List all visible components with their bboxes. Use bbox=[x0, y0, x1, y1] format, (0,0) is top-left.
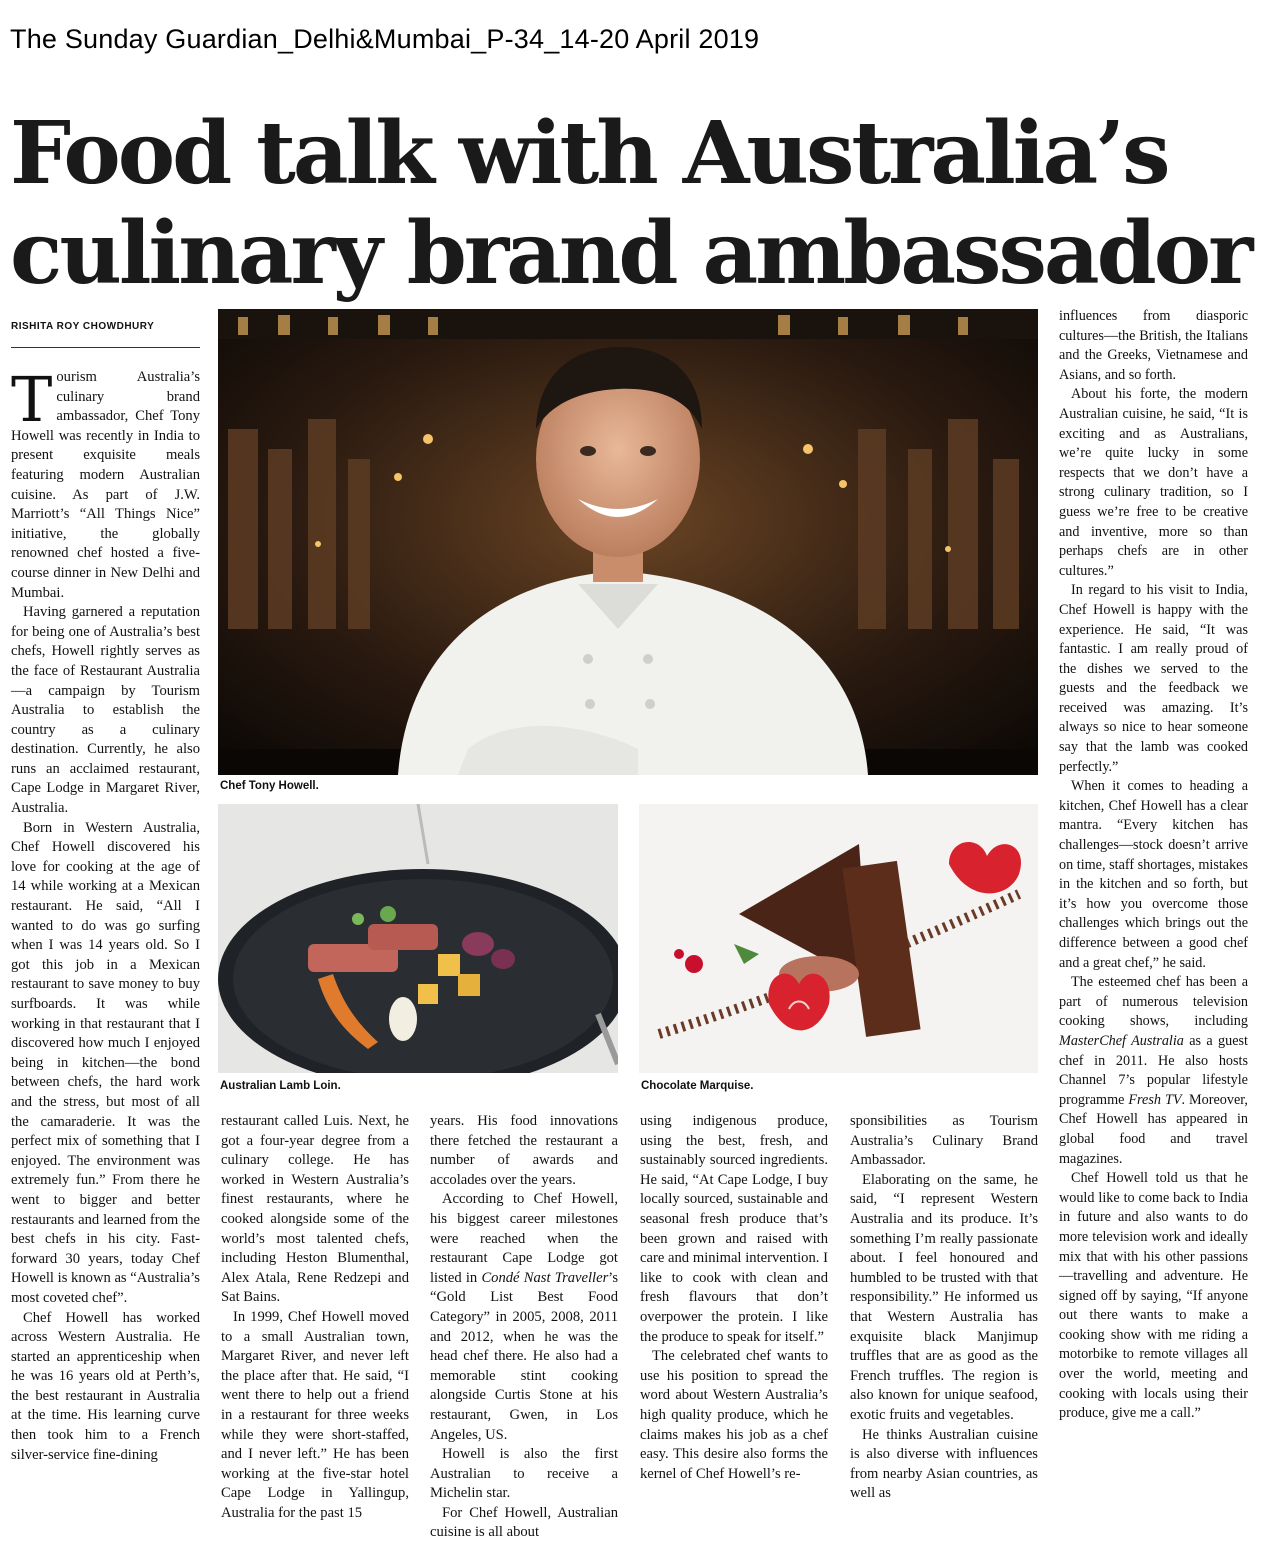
headline-line-2: culinary brand ambassador bbox=[10, 203, 1251, 304]
paragraph bbox=[11, 363, 200, 603]
show-title: MasterChef Australia bbox=[1059, 1032, 1184, 1049]
publication-title: Condé Nast Traveller bbox=[481, 1269, 609, 1286]
chocolate-dish-illustration bbox=[639, 804, 1038, 1073]
paragraph: influences from diasporic cultures—the British, the Italians and the Greeks, Vietnamese and Asians, and so forth. bbox=[1059, 308, 1248, 383]
paragraph: Chef Howell told us that he would like to come back to India in future and also wants to do more television work and ideally mix that with his other passions—travelling and adventure. He signed off by saying, “If anyone out there wants to make a cooking show with me riding a motorbike to remote villages all over the world, meeting and cooking with locals using their produce, give me a call.” bbox=[1059, 1170, 1248, 1422]
text: The esteemed chef has been a part of numerous television cooking shows, including bbox=[1059, 974, 1248, 1030]
headline bbox=[10, 104, 1260, 304]
text: as a guest chef in 2011. He also hosts Channel 7’s popular lifestyle programme bbox=[1059, 1032, 1248, 1108]
paragraph: restaurant called Luis. Next, he got a four-year degree from a culinary college. He has worked in Western Australia’s finest restaurants, where he cooked alongside some of the world’s most talented chefs, including Heston Blumenthal, Alex Atala, Rene Redzepi and Sat Bains. bbox=[221, 1113, 409, 1306]
column-1 bbox=[11, 363, 200, 1465]
lamb-dish-illustration bbox=[218, 804, 618, 1073]
paragraph: In regard to his visit to India, Chef Howell is happy with the experience. He said, “It was fantastic. I am really proud of the dishes we served to the guests and the feedback we received was amazing. It’s always so nice to hear someone say that the lamb was cooked perfectly.” bbox=[1059, 582, 1248, 775]
show-title: Fresh TV bbox=[1128, 1091, 1182, 1108]
byline-rule bbox=[11, 347, 200, 348]
paragraph: For Chef Howell, Australian cuisine is all about bbox=[430, 1504, 618, 1541]
drop-cap: T bbox=[11, 363, 53, 436]
paragraph: years. His food innovations there fetched the restaurant a number of awards and accolades over the years. bbox=[430, 1113, 618, 1188]
source-line: The Sunday Guardian_Delhi&Mumbai_P-34_14-20 April 2019 bbox=[10, 24, 760, 54]
paragraph: Chef Howell has worked across Western Australia. He started an apprenticeship when he was 16 years old at Perth’s, the best restaurant in Australia at the time. His learning curve then took him to a French silver-service fine-dining bbox=[11, 1309, 200, 1463]
text: According to Chef Howell, his biggest career milestones were reached when the restaurant Cape Lodge got listed in bbox=[430, 1191, 618, 1286]
caption-chef: Chef Tony Howell. bbox=[220, 780, 319, 792]
column-6 bbox=[1059, 307, 1248, 1424]
paragraph: Born in Western Australia, Chef Howell discovered his love for cooking at the age of 14 while working at a Mexican restaurant. He said, “All I wanted to do was go surfing when I was 14 years old. So I got this job in a Mexican restaurant to save money to buy surfboards. It was while working in that restaurant that I discovered how much I enjoyed being in kitchen—the bond between chefs, the hard work and the stress, but most of all the camaraderie. It was the perfect mix of something that I enjoyed. The environment was extremely fun.” From there he went to bigger and better restaurants and learned from the best chefs in his city. Fast-forward 30 years, today Chef Howell is known as “Australia’s most coveted chef”. bbox=[11, 819, 200, 1306]
lamb-photo bbox=[218, 804, 618, 1073]
text: ourism Australia’s culinary brand ambassador, Chef Tony Howell was recently in India to present exquisite meals featuring modern Australian cuisine. As part of J.W. Marriott’s “All Things Nice” initiative, the globally renowned chef hosted a five-course dinner in New Delhi and Mumbai. bbox=[11, 369, 200, 601]
chocolate-photo bbox=[639, 804, 1038, 1073]
paragraph bbox=[1059, 973, 1248, 1169]
paragraph: About his forte, the modern Australian cuisine, he said, “It is exciting and as Australians, we’re quite lucky in some respects that we don’t have a strong culinary tradition, so I guess we’re free to be creative and inventive, more so than perhaps chefs are in other cultures.” bbox=[1059, 386, 1248, 579]
paragraph: Having garnered a reputation for being one of Australia’s best chefs, Howell rightly serves as the face of Restaurant Australia—a campaign by Tourism Australia to establish the country as a culinary destination. Currently, he also runs an acclaimed restaurant, Cape Lodge in Margaret River, Australia. bbox=[11, 604, 200, 817]
paragraph: He thinks Australian cuisine is also diverse with influences from nearby Asian countries, as well as bbox=[850, 1426, 1038, 1502]
paragraph: In 1999, Chef Howell moved to a small Australian town, Margaret River, and never left the place after that. He said, “I went there to help out a friend in a restaurant for three weeks while they were short-staffed, and I never left.” He has been working at the five-star hotel Cape Lodge in Yallingup, Australia for the past 15 bbox=[221, 1308, 409, 1521]
headline-line-1: Food talk with Australia’s bbox=[10, 103, 1168, 204]
column-2 bbox=[221, 1112, 409, 1523]
caption-lamb: Australian Lamb Loin. bbox=[220, 1080, 341, 1092]
paragraph: The celebrated chef wants to use his position to spread the word about Western Australia’s high quality produce, which he claims makes his job as a chef easy. This desire also forms the kernel of Chef Howell’s re- bbox=[640, 1348, 828, 1482]
text: ’s “Gold List Best Food Category” in 2005, 2008, 2011 and 2012, when he was the head chef there. He also had a memorable stint cooking alongside Curtis Stone at his restaurant, Gwen, in Los Angeles, US. bbox=[430, 1269, 618, 1443]
paragraph: using indigenous produce, using the best, fresh, and sustainably sourced ingredients. He said, “At Cape Lodge, I buy locally sourced, sustainable and seasonal fresh produce that’s been grown and raised with care and minimal intervention. I like to cook with clean and fresh flavours that don’t overpower the protein. I like the produce to speak for itself.” bbox=[640, 1113, 828, 1345]
paragraph: Elaborating on the same, he said, “I represent Western Australia and its produce. It’s something I’m really passionate about. I feel honoured and humbled to be trusted with that responsibility.” He informed us that Western Australia has exquisite black Manjimup truffles that are as good as the French truffles. The region is also known for unique seafood, exotic fruits and vegetables. bbox=[850, 1171, 1038, 1423]
text: . Moreover, Chef Howell has appeared in global food and travel magazines. bbox=[1059, 1091, 1248, 1167]
chef-photo bbox=[218, 309, 1038, 775]
column-4 bbox=[640, 1112, 828, 1484]
caption-chocolate: Chocolate Marquise. bbox=[641, 1080, 754, 1092]
paragraph: When it comes to heading a kitchen, Chef Howell has a clear mantra. “Every kitchen has challenges—stock doesn’t arrive on time, staff shortages, mistakes in the kitchen and so forth, but it’s how you overcome those challenges which brings out the difference between a good chef and a great chef,” he said. bbox=[1059, 778, 1248, 971]
column-5 bbox=[850, 1112, 1038, 1504]
chef-illustration bbox=[218, 309, 1038, 775]
paragraph bbox=[430, 1190, 618, 1445]
paragraph: sponsibilities as Tourism Australia’s Culinary Brand Ambassador. bbox=[850, 1113, 1038, 1169]
paragraph: Howell is also the first Australian to receive a Michelin star. bbox=[430, 1446, 618, 1502]
byline: RISHITA ROY CHOWDHURY bbox=[11, 321, 155, 332]
column-3 bbox=[430, 1112, 618, 1543]
